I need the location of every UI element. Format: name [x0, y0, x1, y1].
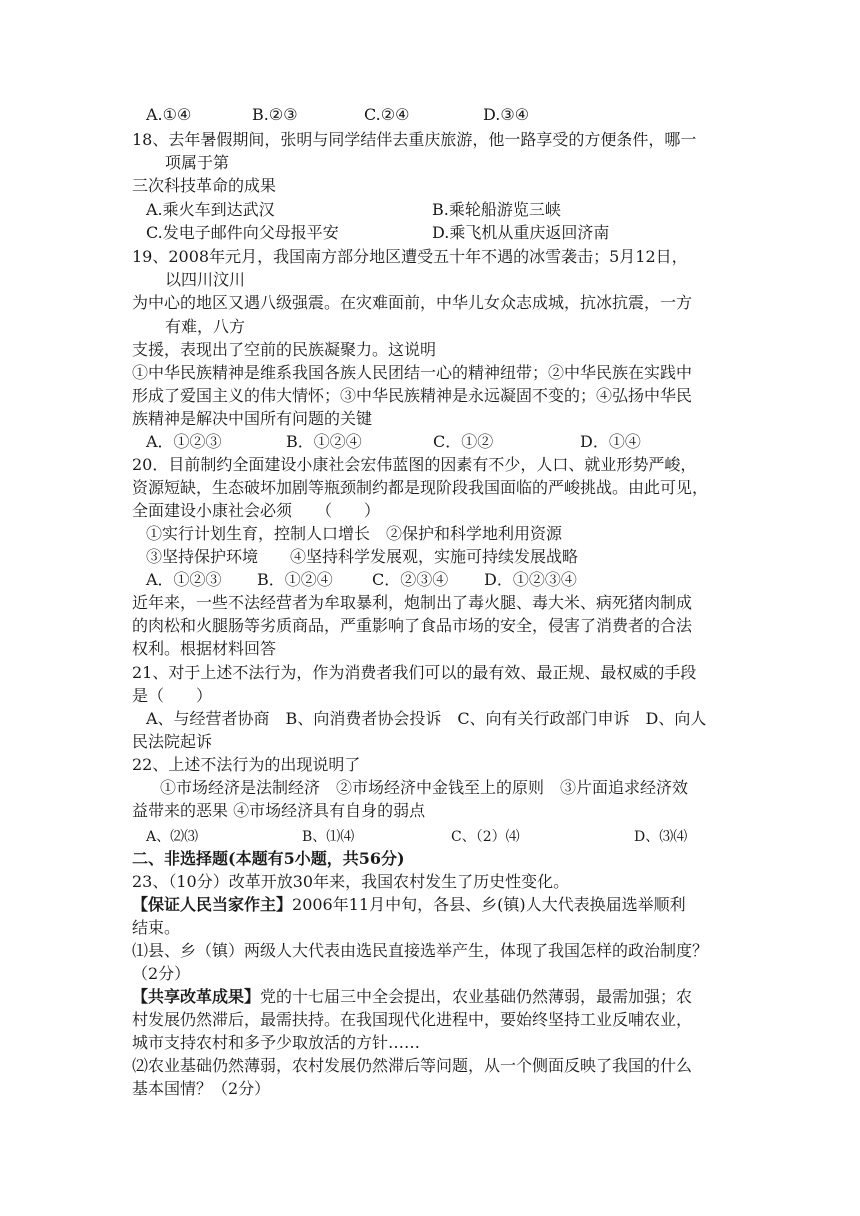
q21-options: A、与经营者协商 B、向消费者协会投诉 C、向有关行政部门申诉 D、向人 — [146, 709, 707, 728]
q23-stem: 23、（10分）改革开放30年来，我国农村发生了历史性变化。 — [132, 872, 570, 891]
q19-statement-1: ①中华民族精神是维系我国各族人民团结一心的精神纽带；②中华民族在实践中 — [132, 363, 693, 382]
q23-heading-2: 【共享改革成果】 — [132, 987, 261, 1006]
q19-option-d: D．①④ — [580, 432, 641, 451]
q19-option-a: A．①②③ — [146, 432, 222, 451]
q18-option-a: A.乘火车到达武汉 — [146, 200, 275, 219]
q23-sub2: ⑵农业基础仍然薄弱，农村发展仍然滞后等问题，从一个侧面反映了我国的什么 — [132, 1056, 693, 1075]
q20-option-a: A．①②③ — [146, 570, 222, 589]
q23-part2-line — [132, 986, 692, 1008]
q17-option-d: D.③④ — [483, 105, 530, 124]
q19-option-b: B．①②④ — [286, 432, 362, 451]
q17-option-a: A.①④ — [146, 105, 192, 124]
q20-stem: 20．目前制约全面建设小康社会宏伟蓝图的因素有不少，人口、就业形势严峻， — [132, 455, 697, 474]
q23-part1-line — [132, 894, 686, 916]
q19-stem-cont4: 支援，表现出了空前的民族凝聚力。这说明 — [132, 340, 437, 359]
q23-part1-cont: 结束。 — [132, 918, 181, 937]
q18-stem-cont: 项属于第 — [165, 153, 230, 172]
q23-heading-1: 【保证人民当家作主】 — [132, 895, 293, 914]
q22-stem: 22、上述不法行为的出现说明了 — [132, 755, 361, 774]
q19-statement-2: 形成了爱国主义的伟大情怀；③中华民族精神是永远凝固不变的；④弘扬中华民 — [132, 386, 693, 405]
q20-stem-cont: 资源短缺，生态破坏加剧等瓶颈制约都是现阶段我国面临的严峻挑战。由此可见， — [132, 478, 709, 497]
q23-part2-text: 党的十七届三中全会提出，农业基础仍然薄弱，最需加强；农 — [260, 987, 693, 1006]
q20-option-d: D．①②③④ — [484, 570, 577, 589]
q23-sub1: ⑴县、乡（镇）两级人大代表由选民直接选举产生，体现了我国怎样的政治制度？ — [132, 941, 709, 960]
q20-statements-2: ③坚持保护环境 ④坚持科学发展观，实施可持续发展战略 — [146, 547, 579, 566]
q17-option-b: B.②③ — [252, 105, 298, 124]
q23-sub1-score: （2分） — [132, 964, 191, 983]
q22-option-d: D、⑶⑷ — [634, 829, 688, 845]
q22-option-b: B、⑴⑷ — [302, 829, 355, 845]
q20-statements-1: ①实行计划生育，控制人口增长 ②保护和科学地利用资源 — [146, 524, 563, 543]
q22-option-c: C、（2）⑷ — [451, 829, 520, 845]
section-heading: 二、非选择题(本题有5小题，共56分) — [132, 849, 405, 868]
q20-option-b: B．①②④ — [257, 570, 333, 589]
q22-statements-1: ①市场经济是法制经济 ②市场经济中金钱至上的原则 ③片面追求经济效 — [160, 778, 689, 797]
q19-option-c: C．①② — [433, 432, 494, 451]
material-line-2: 的肉松和火腿肠等劣质商品，严重影响了食品市场的安全，侵害了消费者的合法 — [132, 616, 693, 635]
q20-stem-cont2: 全面建设小康社会必须 （ ） — [132, 501, 381, 520]
q21-stem: 21、对于上述不法行为，作为消费者我们可以的最有效、最正规、最权威的手段 — [132, 663, 697, 682]
q18-stem: 18、去年暑假期间，张明与同学结伴去重庆旅游，他一路享受的方便条件，哪一 — [132, 130, 697, 149]
q23-sub2-cont: 基本国情？（2分） — [132, 1079, 271, 1098]
q17-option-c: C.②④ — [364, 105, 410, 124]
q19-stem-cont3: 有难，八方 — [165, 317, 246, 336]
q19-stem-cont2: 为中心的地区又遇八级强震。在灾难面前，中华儿女众志成城，抗冰抗震，一方 — [132, 293, 693, 312]
q18-stem-cont2: 三次科技革命的成果 — [132, 176, 277, 195]
q19-statement-3: 族精神是解决中国所有问题的关键 — [132, 409, 373, 428]
q22-statements-2: 益带来的恶果 ④市场经济具有自身的弱点 — [132, 801, 426, 820]
material-line-3: 权利。根据材料回答 — [132, 639, 277, 658]
q18-option-d: D.乘飞机从重庆返回济南 — [432, 223, 610, 242]
q23-part2-cont2: 城市支持农村和多予少取放活的方针…… — [132, 1033, 421, 1052]
q18-option-c: C.发电子邮件向父母报平安 — [146, 223, 339, 242]
q21-stem-cont: 是（ ） — [132, 686, 213, 705]
q18-option-b: B.乘轮船游览三峡 — [432, 200, 561, 219]
material-line-1: 近年来，一些不法经营者为牟取暴利，炮制出了毒火腿、毒大米、病死猪肉制成 — [132, 593, 693, 612]
q20-option-c: C．②③④ — [372, 570, 449, 589]
q22-option-a: A、⑵⑶ — [146, 829, 199, 845]
q19-stem-cont: 以四川汶川 — [165, 270, 246, 289]
q23-part2-cont: 村发展仍然滞后，最需扶持。在我国现代化进程中，要始终坚持工业反哺农业， — [132, 1010, 693, 1029]
q21-options-cont: 民法院起诉 — [132, 732, 213, 751]
q23-part1-text: 2006年11月中旬，各县、乡(镇)人大代表换届选举顺利 — [292, 895, 686, 914]
q19-stem: 19、2008年元月，我国南方部分地区遭受五十年不遇的冰雪袭击；5月12日， — [132, 247, 688, 266]
